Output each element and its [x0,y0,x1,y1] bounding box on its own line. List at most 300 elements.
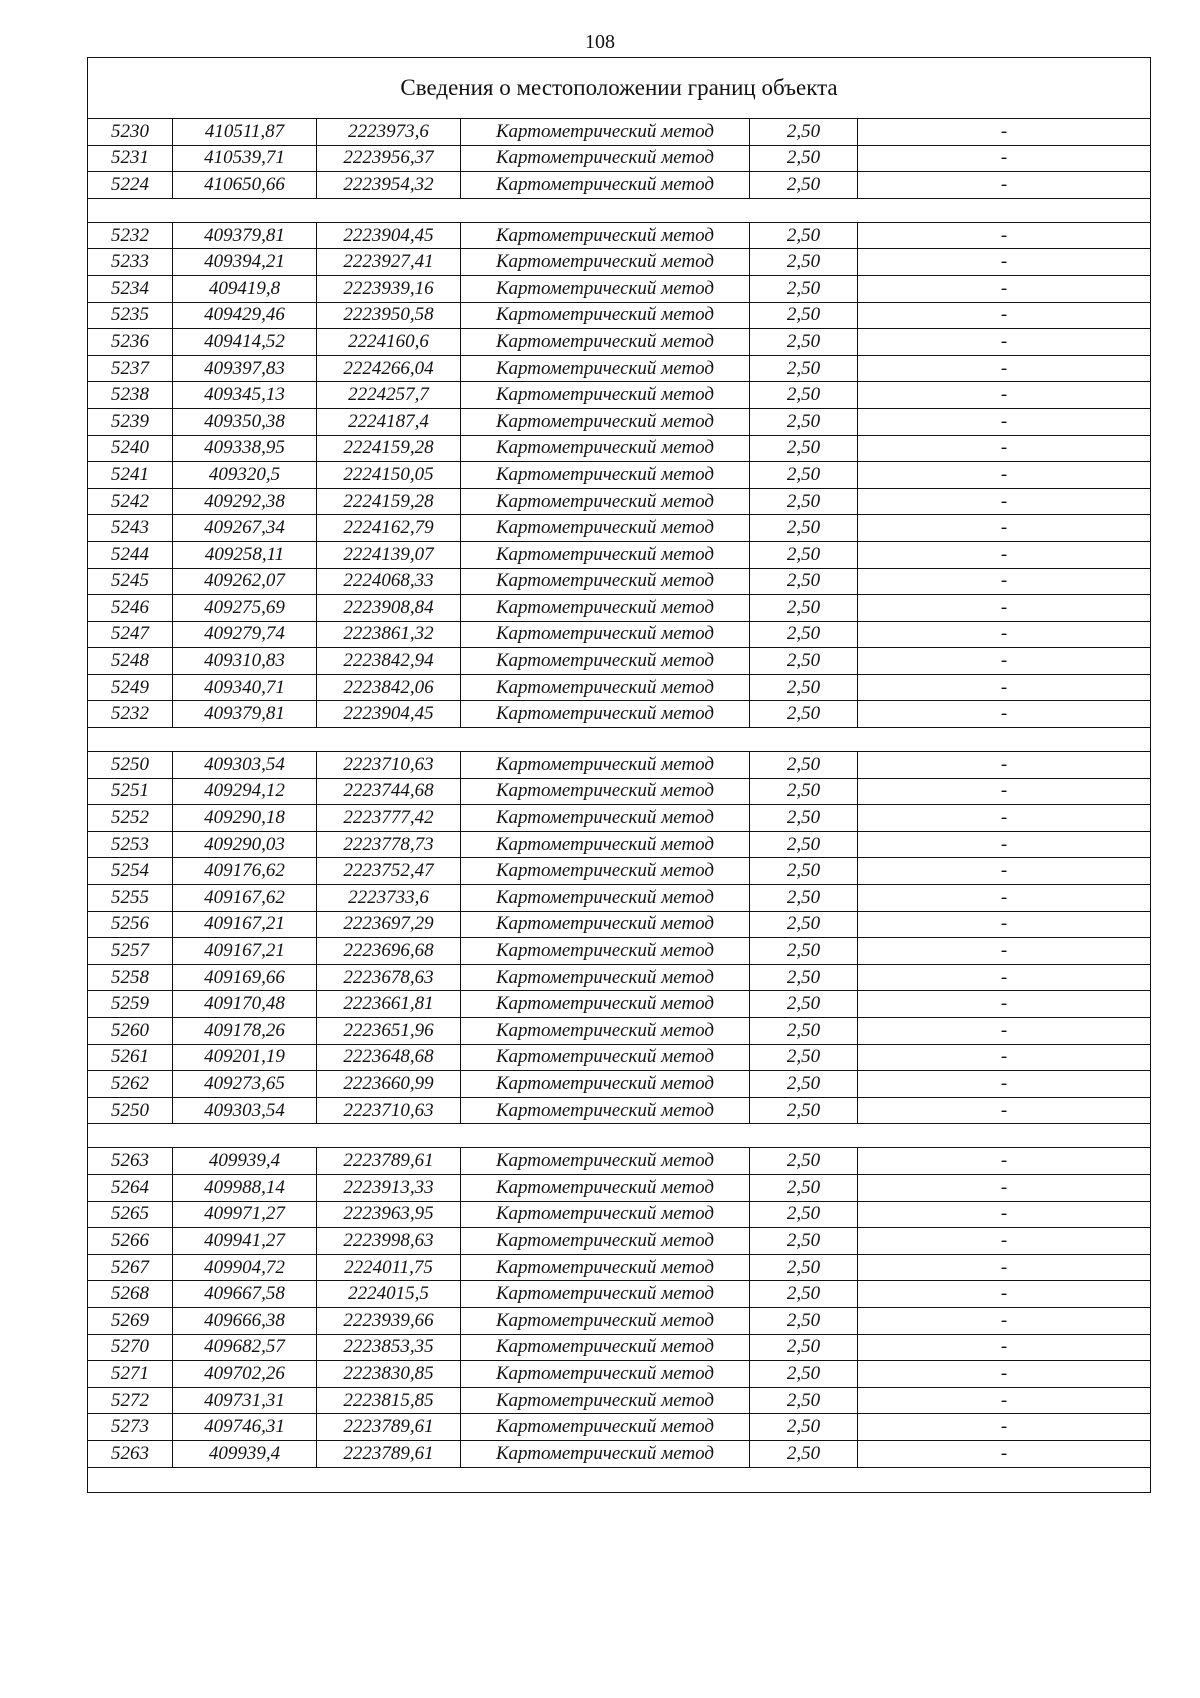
y-coordinate-cell: 2223744,68 [317,778,461,805]
method-cell: Картометрический метод [461,1044,750,1071]
table-row [88,1201,1151,1228]
point-number-cell: 5237 [88,355,173,382]
method-cell: Картометрический метод [461,408,750,435]
point-number-cell: 5264 [88,1174,173,1201]
method-cell: Картометрический метод [461,1361,750,1388]
description-cell: - [858,1387,1151,1414]
x-coordinate-cell: 409731,31 [173,1387,317,1414]
table-row [88,885,1151,912]
boundary-table [87,57,1151,1493]
accuracy-cell: 2,50 [750,1018,858,1045]
table-row [88,435,1151,462]
y-coordinate-cell: 2223697,29 [317,911,461,938]
table-row [88,1334,1151,1361]
method-cell: Картометрический метод [461,674,750,701]
table-row [88,1440,1151,1467]
accuracy-cell: 2,50 [750,355,858,382]
y-coordinate-cell: 2224187,4 [317,408,461,435]
point-number-cell: 5242 [88,488,173,515]
point-number-cell: 5261 [88,1044,173,1071]
x-coordinate-cell: 409320,5 [173,462,317,489]
accuracy-cell: 2,50 [750,568,858,595]
point-number-cell: 5244 [88,541,173,568]
accuracy-cell: 2,50 [750,648,858,675]
x-coordinate-cell: 409303,54 [173,1097,317,1124]
method-cell: Картометрический метод [461,1174,750,1201]
table-row [88,595,1151,622]
x-coordinate-cell: 409262,07 [173,568,317,595]
table-row [88,778,1151,805]
method-cell: Картометрический метод [461,568,750,595]
x-coordinate-cell: 409275,69 [173,595,317,622]
group-separator-row [88,1124,1151,1148]
accuracy-cell: 2,50 [750,805,858,832]
table-row [88,302,1151,329]
method-cell: Картометрический метод [461,964,750,991]
accuracy-cell: 2,50 [750,1148,858,1175]
accuracy-cell: 2,50 [750,408,858,435]
x-coordinate-cell: 409971,27 [173,1201,317,1228]
description-cell: - [858,1044,1151,1071]
x-coordinate-cell: 409167,21 [173,938,317,965]
y-coordinate-cell: 2223842,94 [317,648,461,675]
group-separator-row [88,1467,1151,1492]
y-coordinate-cell: 2223842,06 [317,674,461,701]
x-coordinate-cell: 409350,38 [173,408,317,435]
accuracy-cell: 2,50 [750,172,858,199]
table-row [88,145,1151,172]
y-coordinate-cell: 2223651,96 [317,1018,461,1045]
description-cell: - [858,462,1151,489]
table-row [88,701,1151,728]
method-cell: Картометрический метод [461,1334,750,1361]
accuracy-cell: 2,50 [750,938,858,965]
description-cell: - [858,1018,1151,1045]
accuracy-cell: 2,50 [750,515,858,542]
description-cell: - [858,621,1151,648]
table-row [88,329,1151,356]
description-cell: - [858,1440,1151,1467]
point-number-cell: 5249 [88,674,173,701]
table-row [88,1307,1151,1334]
accuracy-cell: 2,50 [750,462,858,489]
point-number-cell: 5234 [88,275,173,302]
table-row [88,1174,1151,1201]
accuracy-cell: 2,50 [750,1281,858,1308]
accuracy-cell: 2,50 [750,595,858,622]
table-row [88,1414,1151,1441]
y-coordinate-cell: 2223950,58 [317,302,461,329]
description-cell: - [858,805,1151,832]
x-coordinate-cell: 409258,11 [173,541,317,568]
point-number-cell: 5243 [88,515,173,542]
method-cell: Картометрический метод [461,621,750,648]
point-number-cell: 5256 [88,911,173,938]
x-coordinate-cell: 409429,46 [173,302,317,329]
description-cell: - [858,382,1151,409]
point-number-cell: 5267 [88,1254,173,1281]
table-row [88,1071,1151,1098]
table-row [88,648,1151,675]
point-number-cell: 5258 [88,964,173,991]
table-row [88,488,1151,515]
x-coordinate-cell: 409290,03 [173,831,317,858]
method-cell: Картометрический метод [461,778,750,805]
y-coordinate-cell: 2224139,07 [317,541,461,568]
point-number-cell: 5269 [88,1307,173,1334]
method-cell: Картометрический метод [461,938,750,965]
table-row [88,1254,1151,1281]
method-cell: Картометрический метод [461,1018,750,1045]
point-number-cell: 5238 [88,382,173,409]
method-cell: Картометрический метод [461,488,750,515]
y-coordinate-cell: 2224150,05 [317,462,461,489]
description-cell: - [858,275,1151,302]
description-cell: - [858,515,1151,542]
group-separator-cell [88,198,1151,222]
accuracy-cell: 2,50 [750,621,858,648]
point-number-cell: 5224 [88,172,173,199]
description-cell: - [858,408,1151,435]
method-cell: Картометрический метод [461,648,750,675]
point-number-cell: 5236 [88,329,173,356]
method-cell: Картометрический метод [461,1281,750,1308]
x-coordinate-cell: 409939,4 [173,1440,317,1467]
y-coordinate-cell: 2223939,66 [317,1307,461,1334]
point-number-cell: 5232 [88,222,173,249]
point-number-cell: 5239 [88,408,173,435]
y-coordinate-cell: 2224159,28 [317,435,461,462]
method-cell: Картометрический метод [461,1071,750,1098]
x-coordinate-cell: 409294,12 [173,778,317,805]
y-coordinate-cell: 2223777,42 [317,805,461,832]
y-coordinate-cell: 2223853,35 [317,1334,461,1361]
x-coordinate-cell: 409273,65 [173,1071,317,1098]
table-row [88,1148,1151,1175]
accuracy-cell: 2,50 [750,1228,858,1255]
y-coordinate-cell: 2223789,61 [317,1440,461,1467]
x-coordinate-cell: 409746,31 [173,1414,317,1441]
description-cell: - [858,885,1151,912]
accuracy-cell: 2,50 [750,701,858,728]
point-number-cell: 5263 [88,1148,173,1175]
table-row [88,1387,1151,1414]
x-coordinate-cell: 409904,72 [173,1254,317,1281]
x-coordinate-cell: 409666,38 [173,1307,317,1334]
table-row [88,1018,1151,1045]
accuracy-cell: 2,50 [750,1440,858,1467]
description-cell: - [858,991,1151,1018]
point-number-cell: 5235 [88,302,173,329]
description-cell: - [858,1254,1151,1281]
point-number-cell: 5240 [88,435,173,462]
group-separator-cell [88,1124,1151,1148]
table-row [88,222,1151,249]
table-row [88,964,1151,991]
x-coordinate-cell: 410511,87 [173,119,317,146]
method-cell: Картометрический метод [461,858,750,885]
table-row [88,382,1151,409]
x-coordinate-cell: 409414,52 [173,329,317,356]
y-coordinate-cell: 2223939,16 [317,275,461,302]
point-number-cell: 5260 [88,1018,173,1045]
method-cell: Картометрический метод [461,595,750,622]
method-cell: Картометрический метод [461,222,750,249]
x-coordinate-cell: 409397,83 [173,355,317,382]
accuracy-cell: 2,50 [750,911,858,938]
y-coordinate-cell: 2224015,5 [317,1281,461,1308]
method-cell: Картометрический метод [461,1148,750,1175]
description-cell: - [858,1174,1151,1201]
table-row [88,541,1151,568]
method-cell: Картометрический метод [461,302,750,329]
y-coordinate-cell: 2224159,28 [317,488,461,515]
y-coordinate-cell: 2223696,68 [317,938,461,965]
table-row [88,938,1151,965]
accuracy-cell: 2,50 [750,752,858,779]
method-cell: Картометрический метод [461,1254,750,1281]
x-coordinate-cell: 409338,95 [173,435,317,462]
method-cell: Картометрический метод [461,701,750,728]
y-coordinate-cell: 2223927,41 [317,249,461,276]
accuracy-cell: 2,50 [750,1307,858,1334]
method-cell: Картометрический метод [461,831,750,858]
accuracy-cell: 2,50 [750,329,858,356]
point-number-cell: 5271 [88,1361,173,1388]
method-cell: Картометрический метод [461,1307,750,1334]
description-cell: - [858,858,1151,885]
method-cell: Картометрический метод [461,145,750,172]
point-number-cell: 5241 [88,462,173,489]
description-cell: - [858,302,1151,329]
y-coordinate-cell: 2223752,47 [317,858,461,885]
y-coordinate-cell: 2223904,45 [317,222,461,249]
accuracy-cell: 2,50 [750,831,858,858]
y-coordinate-cell: 2223954,32 [317,172,461,199]
description-cell: - [858,595,1151,622]
x-coordinate-cell: 409167,21 [173,911,317,938]
accuracy-cell: 2,50 [750,275,858,302]
method-cell: Картометрический метод [461,752,750,779]
y-coordinate-cell: 2223710,63 [317,1097,461,1124]
group-separator-row [88,198,1151,222]
y-coordinate-cell: 2224162,79 [317,515,461,542]
method-cell: Картометрический метод [461,515,750,542]
method-cell: Картометрический метод [461,911,750,938]
point-number-cell: 5257 [88,938,173,965]
method-cell: Картометрический метод [461,275,750,302]
x-coordinate-cell: 409941,27 [173,1228,317,1255]
y-coordinate-cell: 2224011,75 [317,1254,461,1281]
description-cell: - [858,911,1151,938]
accuracy-cell: 2,50 [750,778,858,805]
method-cell: Картометрический метод [461,1228,750,1255]
x-coordinate-cell: 409667,58 [173,1281,317,1308]
method-cell: Картометрический метод [461,885,750,912]
description-cell: - [858,355,1151,382]
method-cell: Картометрический метод [461,1201,750,1228]
point-number-cell: 5248 [88,648,173,675]
x-coordinate-cell: 409290,18 [173,805,317,832]
table-row [88,1228,1151,1255]
point-number-cell: 5266 [88,1228,173,1255]
y-coordinate-cell: 2223661,81 [317,991,461,1018]
y-coordinate-cell: 2223733,6 [317,885,461,912]
table-row [88,119,1151,146]
accuracy-cell: 2,50 [750,145,858,172]
description-cell: - [858,831,1151,858]
y-coordinate-cell: 2223861,32 [317,621,461,648]
x-coordinate-cell: 409988,14 [173,1174,317,1201]
description-cell: - [858,1097,1151,1124]
description-cell: - [858,1228,1151,1255]
x-coordinate-cell: 409379,81 [173,701,317,728]
description-cell: - [858,648,1151,675]
accuracy-cell: 2,50 [750,964,858,991]
accuracy-cell: 2,50 [750,382,858,409]
y-coordinate-cell: 2223660,99 [317,1071,461,1098]
description-cell: - [858,249,1151,276]
table-row [88,1281,1151,1308]
point-number-cell: 5270 [88,1334,173,1361]
x-coordinate-cell: 409345,13 [173,382,317,409]
method-cell: Картометрический метод [461,541,750,568]
table-row [88,674,1151,701]
y-coordinate-cell: 2223998,63 [317,1228,461,1255]
page-number: 108 [585,31,615,53]
x-coordinate-cell: 409279,74 [173,621,317,648]
description-cell: - [858,1071,1151,1098]
description-cell: - [858,568,1151,595]
y-coordinate-cell: 2223973,6 [317,119,461,146]
method-cell: Картометрический метод [461,1387,750,1414]
table-row [88,249,1151,276]
method-cell: Картометрический метод [461,1097,750,1124]
y-coordinate-cell: 2224160,6 [317,329,461,356]
accuracy-cell: 2,50 [750,1071,858,1098]
y-coordinate-cell: 2224266,04 [317,355,461,382]
y-coordinate-cell: 2223789,61 [317,1148,461,1175]
accuracy-cell: 2,50 [750,302,858,329]
table-row [88,1097,1151,1124]
description-cell: - [858,329,1151,356]
description-cell: - [858,1148,1151,1175]
method-cell: Картометрический метод [461,172,750,199]
point-number-cell: 5262 [88,1071,173,1098]
table-row [88,275,1151,302]
y-coordinate-cell: 2223710,63 [317,752,461,779]
point-number-cell: 5273 [88,1414,173,1441]
x-coordinate-cell: 409303,54 [173,752,317,779]
point-number-cell: 5253 [88,831,173,858]
x-coordinate-cell: 409379,81 [173,222,317,249]
x-coordinate-cell: 409178,26 [173,1018,317,1045]
method-cell: Картометрический метод [461,1414,750,1441]
description-cell: - [858,222,1151,249]
table-row [88,515,1151,542]
point-number-cell: 5230 [88,119,173,146]
description-cell: - [858,938,1151,965]
x-coordinate-cell: 409201,19 [173,1044,317,1071]
table-row [88,355,1151,382]
x-coordinate-cell: 409176,62 [173,858,317,885]
accuracy-cell: 2,50 [750,885,858,912]
point-number-cell: 5255 [88,885,173,912]
accuracy-cell: 2,50 [750,1361,858,1388]
x-coordinate-cell: 409267,34 [173,515,317,542]
accuracy-cell: 2,50 [750,1387,858,1414]
accuracy-cell: 2,50 [750,991,858,1018]
method-cell: Картометрический метод [461,249,750,276]
point-number-cell: 5263 [88,1440,173,1467]
table-row [88,172,1151,199]
x-coordinate-cell: 409170,48 [173,991,317,1018]
accuracy-cell: 2,50 [750,674,858,701]
method-cell: Картометрический метод [461,329,750,356]
accuracy-cell: 2,50 [750,119,858,146]
point-number-cell: 5250 [88,1097,173,1124]
accuracy-cell: 2,50 [750,1254,858,1281]
accuracy-cell: 2,50 [750,435,858,462]
point-number-cell: 5259 [88,991,173,1018]
y-coordinate-cell: 2223908,84 [317,595,461,622]
description-cell: - [858,674,1151,701]
accuracy-cell: 2,50 [750,1414,858,1441]
accuracy-cell: 2,50 [750,858,858,885]
method-cell: Картометрический метод [461,119,750,146]
y-coordinate-cell: 2223963,95 [317,1201,461,1228]
method-cell: Картометрический метод [461,805,750,832]
accuracy-cell: 2,50 [750,1201,858,1228]
description-cell: - [858,488,1151,515]
description-cell: - [858,752,1151,779]
method-cell: Картометрический метод [461,382,750,409]
point-number-cell: 5245 [88,568,173,595]
table-row [88,831,1151,858]
table-row [88,911,1151,938]
x-coordinate-cell: 409939,4 [173,1148,317,1175]
accuracy-cell: 2,50 [750,541,858,568]
accuracy-cell: 2,50 [750,1044,858,1071]
method-cell: Картометрический метод [461,991,750,1018]
x-coordinate-cell: 409340,71 [173,674,317,701]
method-cell: Картометрический метод [461,435,750,462]
x-coordinate-cell: 409419,8 [173,275,317,302]
table-row [88,621,1151,648]
accuracy-cell: 2,50 [750,488,858,515]
description-cell: - [858,1414,1151,1441]
y-coordinate-cell: 2224068,33 [317,568,461,595]
description-cell: - [858,1361,1151,1388]
table-row [88,462,1151,489]
description-cell: - [858,172,1151,199]
x-coordinate-cell: 409292,38 [173,488,317,515]
table-title: Сведения о местоположении границ объекта [88,58,1151,119]
table-row [88,752,1151,779]
group-separator-cell [88,1467,1151,1492]
table-row [88,408,1151,435]
point-number-cell: 5268 [88,1281,173,1308]
y-coordinate-cell: 2223789,61 [317,1414,461,1441]
group-separator-row [88,728,1151,752]
x-coordinate-cell: 410539,71 [173,145,317,172]
y-coordinate-cell: 2224257,7 [317,382,461,409]
y-coordinate-cell: 2223830,85 [317,1361,461,1388]
description-cell: - [858,435,1151,462]
description-cell: - [858,1334,1151,1361]
table-row [88,991,1151,1018]
table-row [88,805,1151,832]
